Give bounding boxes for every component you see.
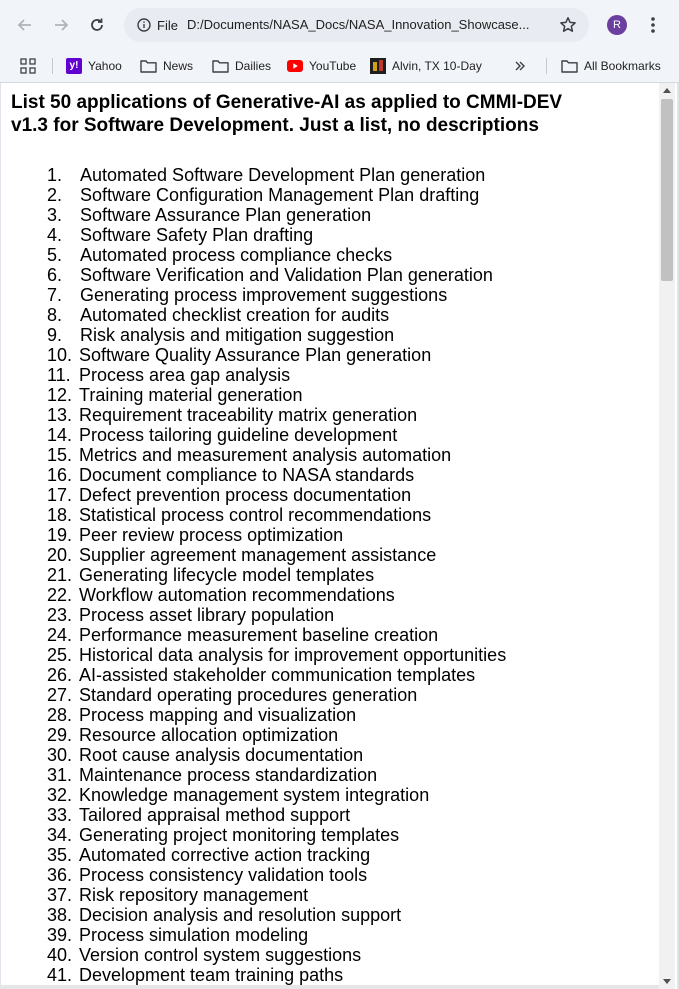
list-item-number: 6. xyxy=(47,265,63,285)
list-item-number: 1. xyxy=(47,165,63,185)
list-item-text: Process consistency validation tools xyxy=(79,865,368,885)
list-item xyxy=(47,565,506,585)
folder-icon xyxy=(561,59,578,73)
list-item-number: 18. xyxy=(47,505,73,525)
list-item-number: 32. xyxy=(47,785,73,805)
list-item-text: Automated Software Development Plan generation xyxy=(80,165,486,185)
list-item-text: Peer review process optimization xyxy=(79,525,344,545)
bookmark-label: News xyxy=(163,59,194,73)
list-item-number: 19. xyxy=(47,525,73,545)
list-item-number: 14. xyxy=(47,425,73,445)
list-item-number: 9. xyxy=(47,325,63,345)
list-item-text: Automated corrective action tracking xyxy=(79,845,371,865)
list-item-number: 4. xyxy=(47,225,63,245)
list-item xyxy=(47,645,506,665)
bookmark-weather[interactable] xyxy=(370,56,482,76)
more-vert-icon xyxy=(645,13,661,37)
list-item-text: Automated process compliance checks xyxy=(80,245,393,265)
profile-avatar[interactable]: R xyxy=(607,15,627,35)
list-item-text: Generating process improvement suggestions xyxy=(80,285,448,305)
list-item-number: 25. xyxy=(47,645,73,665)
arrow-right-icon xyxy=(53,17,69,33)
list-item xyxy=(47,605,506,625)
bookmark-label: Alvin, TX 10-Day xyxy=(392,59,482,73)
page-title-line-1: List 50 applications of Generative-AI as applied to CMMI-DEV xyxy=(11,92,563,113)
list-item xyxy=(47,805,506,825)
list-item xyxy=(47,285,506,305)
info-icon xyxy=(137,18,151,32)
list-item-text: Root cause analysis documentation xyxy=(79,745,364,765)
list-item-text: Risk analysis and mitigation suggestion xyxy=(80,325,395,345)
list-item xyxy=(47,185,506,205)
list-item xyxy=(47,345,506,365)
browser-toolbar xyxy=(0,0,679,50)
bookmarks-overflow-button[interactable] xyxy=(514,56,526,76)
browser-menu-button[interactable] xyxy=(645,13,661,37)
list-item xyxy=(47,305,506,325)
bookmark-label: YouTube xyxy=(309,59,357,73)
list-item-number: 13. xyxy=(47,405,73,425)
folder-icon xyxy=(140,59,157,73)
all-bookmarks-button[interactable] xyxy=(561,56,661,76)
chevron-double-right-icon xyxy=(514,60,526,72)
list-item-text: Generating lifecycle model templates xyxy=(79,565,375,585)
list-item-text: Tailored appraisal method support xyxy=(79,805,351,825)
list-item-text: Process simulation modeling xyxy=(79,925,309,945)
list-item xyxy=(47,245,506,265)
bookmark-divider xyxy=(546,58,547,74)
list-item-number: 12. xyxy=(47,385,73,405)
back-button[interactable] xyxy=(13,13,37,37)
list-item-number: 30. xyxy=(47,745,73,765)
reload-icon xyxy=(89,17,105,33)
list-item xyxy=(47,585,506,605)
list-item xyxy=(47,205,506,225)
list-item xyxy=(47,845,506,865)
list-item xyxy=(47,685,506,705)
list-item xyxy=(47,425,506,445)
list-item xyxy=(47,865,506,885)
list-item xyxy=(47,265,506,285)
list-item-text: Software Verification and Validation Plan generation xyxy=(80,265,493,285)
reload-button[interactable] xyxy=(85,13,109,37)
list-item xyxy=(47,225,506,245)
list-item-number: 17. xyxy=(47,485,73,505)
list-item xyxy=(47,405,506,425)
list-item-text: Version control system suggestions xyxy=(79,945,362,965)
list-item-text: Workflow automation recommendations xyxy=(79,585,395,605)
list-item-text: Automated checklist creation for audits xyxy=(80,305,390,325)
list-item xyxy=(47,385,506,405)
bookmark-yahoo[interactable] xyxy=(66,56,122,76)
list-item-number: 3. xyxy=(47,205,63,225)
list-item-text: Process asset library population xyxy=(79,605,335,625)
bookmarks-bar xyxy=(0,50,679,83)
list-item-text: Software Safety Plan drafting xyxy=(80,225,314,245)
applications-list xyxy=(47,165,506,985)
list-item xyxy=(47,765,506,785)
list-item-text: Software Configuration Management Plan drafting xyxy=(80,185,480,205)
forward-button[interactable] xyxy=(49,13,73,37)
all-bookmarks-label: All Bookmarks xyxy=(584,59,661,73)
list-item-number: 41. xyxy=(47,965,73,985)
list-item xyxy=(47,665,506,685)
list-item xyxy=(47,885,506,905)
list-item-number: 35. xyxy=(47,845,73,865)
list-item-number: 28. xyxy=(47,705,73,725)
bookmark-label: Yahoo xyxy=(88,59,122,73)
list-item-number: 27. xyxy=(47,685,73,705)
site-info-chip[interactable] xyxy=(131,13,184,37)
youtube-icon xyxy=(287,60,303,72)
list-item-number: 24. xyxy=(47,625,73,645)
list-item-number: 21. xyxy=(47,565,73,585)
list-item-text: Knowledge management system integration xyxy=(79,785,430,805)
list-item-text: Defect prevention process documentation xyxy=(79,485,412,505)
weather-icon xyxy=(370,58,386,74)
list-item-number: 2. xyxy=(47,185,63,205)
list-item-number: 40. xyxy=(47,945,73,965)
list-item-number: 11. xyxy=(47,365,71,385)
list-item xyxy=(47,905,506,925)
vertical-scrollbar[interactable] xyxy=(659,83,675,989)
list-item-number: 34. xyxy=(47,825,73,845)
list-item xyxy=(47,825,506,845)
list-item xyxy=(47,445,506,465)
list-item-text: AI-assisted stakeholder communication templates xyxy=(79,665,476,685)
list-item-text: Software Quality Assurance Plan generation xyxy=(79,345,432,365)
list-item-text: Performance measurement baseline creation xyxy=(79,625,439,645)
list-item-number: 7. xyxy=(47,285,63,305)
list-item xyxy=(47,745,506,765)
list-item-text: Software Assurance Plan generation xyxy=(80,205,372,225)
list-item-text: Standard operating procedures generation xyxy=(79,685,418,705)
list-item-number: 33. xyxy=(47,805,73,825)
list-item xyxy=(47,365,506,385)
list-item-text: Resource allocation optimization xyxy=(79,725,339,745)
scroll-up-arrow-icon[interactable] xyxy=(663,88,671,93)
list-item xyxy=(47,505,506,525)
list-item-number: 39. xyxy=(47,925,73,945)
list-item-number: 8. xyxy=(47,305,63,325)
folder-icon xyxy=(212,59,229,73)
page-title-line-2: v1.3 for Software Development. Just a list, no descriptions xyxy=(11,115,539,136)
list-item xyxy=(47,165,506,185)
list-item-text: Document compliance to NASA standards xyxy=(79,465,415,485)
apps-grid-icon xyxy=(20,58,36,74)
list-item-text: Supplier agreement management assistance xyxy=(79,545,437,565)
bookmark-divider xyxy=(52,58,53,74)
list-item xyxy=(47,625,506,645)
list-item xyxy=(47,465,506,485)
scrollbar-thumb[interactable] xyxy=(661,99,673,281)
list-item-number: 22. xyxy=(47,585,73,605)
apps-button[interactable] xyxy=(20,56,36,76)
list-item-text: Training material generation xyxy=(79,385,303,405)
arrow-left-icon xyxy=(17,17,33,33)
list-item xyxy=(47,705,506,725)
list-item-text: Process mapping and visualization xyxy=(79,705,357,725)
list-item xyxy=(47,525,506,545)
list-item xyxy=(47,325,506,345)
list-item-text: Development team training paths xyxy=(79,965,344,985)
list-item-text: Historical data analysis for improvement opportunities xyxy=(79,645,507,665)
list-item-text: Maintenance process standardization xyxy=(79,765,378,785)
page-viewport xyxy=(1,83,677,989)
bookmark-dailies[interactable] xyxy=(212,56,271,76)
list-item-number: 37. xyxy=(47,885,73,905)
list-item xyxy=(47,945,506,965)
list-item-number: 15. xyxy=(47,445,73,465)
list-item-number: 31. xyxy=(47,765,73,785)
address-bar[interactable] xyxy=(124,8,589,42)
list-item xyxy=(47,485,506,505)
list-item-text: Risk repository management xyxy=(79,885,309,905)
bookmark-news[interactable] xyxy=(140,56,193,76)
list-item xyxy=(47,725,506,745)
url-text[interactable]: D:/Documents/NASA_Docs/NASA_Innovation_Showcase... xyxy=(187,17,530,32)
list-item xyxy=(47,925,506,945)
yahoo-icon: y! xyxy=(66,58,82,74)
list-item-text: Generating project monitoring templates xyxy=(79,825,400,845)
list-item xyxy=(47,965,506,985)
list-item-number: 16. xyxy=(47,465,73,485)
list-item-text: Process area gap analysis xyxy=(79,365,291,385)
list-item-number: 29. xyxy=(47,725,73,745)
bookmark-star-icon[interactable] xyxy=(559,16,577,34)
horizontal-scrollbar[interactable] xyxy=(1,985,659,989)
scroll-down-arrow-icon[interactable] xyxy=(663,979,671,984)
list-item-text: Requirement traceability matrix generation xyxy=(79,405,418,425)
list-item-text: Statistical process control recommendations xyxy=(79,505,432,525)
list-item-number: 20. xyxy=(47,545,73,565)
site-chip-label: File xyxy=(157,17,178,33)
list-item-number: 26. xyxy=(47,665,73,685)
page-title xyxy=(11,91,651,137)
list-item-number: 36. xyxy=(47,865,73,885)
list-item-text: Decision analysis and resolution support xyxy=(79,905,402,925)
list-item-number: 5. xyxy=(47,245,63,265)
list-item xyxy=(47,785,506,805)
bookmark-label: Dailies xyxy=(235,59,272,73)
list-item xyxy=(47,545,506,565)
list-item-text: Process tailoring guideline development xyxy=(79,425,398,445)
list-item-text: Metrics and measurement analysis automation xyxy=(79,445,452,465)
list-item-number: 10. xyxy=(47,345,73,365)
bookmark-youtube[interactable] xyxy=(287,56,356,76)
list-item-number: 38. xyxy=(47,905,73,925)
list-item-number: 23. xyxy=(47,605,73,625)
